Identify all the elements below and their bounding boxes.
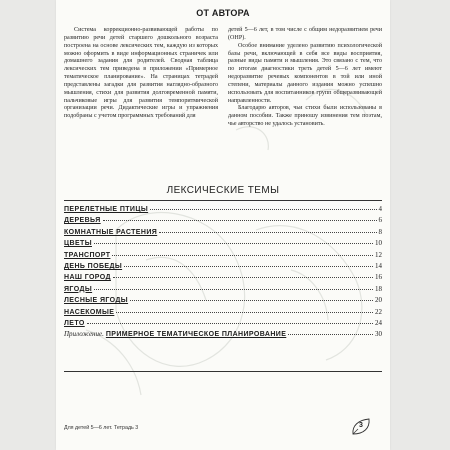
toc-leader-dots [130, 300, 373, 301]
running-footer: Для детей 5—6 лет. Тетрадь 3 [64, 425, 139, 431]
toc-leader-dots [288, 334, 373, 335]
toc-item-page: 20 [375, 296, 382, 305]
toc-item-label: ЦВЕТЫ [64, 240, 92, 248]
toc-item[interactable] [64, 273, 382, 284]
toc-item-page: 30 [375, 330, 382, 339]
toc-leader-dots [116, 312, 373, 313]
toc-item-label: ПЕРЕЛЕТНЫЕ ПТИЦЫ [64, 206, 149, 213]
toc-item-page: 14 [375, 261, 382, 270]
page-number-text: 3 [359, 422, 363, 429]
toc-item[interactable] [64, 319, 382, 330]
toc-leader-dots [112, 255, 373, 256]
toc-item[interactable] [64, 205, 382, 216]
toc-item-label: ЯГОДЫ [64, 285, 93, 293]
toc-item-page: 10 [375, 239, 382, 248]
toc-item-page: 16 [375, 273, 382, 282]
preface-paragraph: Благодарю авторов, чьи стихи были использованы в данном пособии. Также приношу извинения тем поэтам, чье авторство не удалось установить. [228, 105, 382, 128]
toc-item-page: 22 [375, 307, 382, 316]
toc-item[interactable] [64, 296, 382, 307]
toc-item-label: ТРАНСПОРТ [64, 251, 111, 259]
preface-left-column [64, 27, 218, 129]
toc-item-prefix: Приложение. [64, 330, 104, 339]
preface-paragraph: детей 5—6 лет, в том числе с общим недоразвитием речи (ОНР). [228, 27, 382, 41]
toc-item-page: 8 [378, 227, 382, 236]
toc-item[interactable] [64, 239, 382, 250]
preface-paragraph: Система коррекционно-развивающей работы по развитию речи детей старшего дошкольного возраста построена на основе лексических тем, каждую из которых можно оформить в виде информационных страничек или домашнего задания для родителей. Сводная таблица лексических тем приведена в приложении «Примерное тематическое планирование». На страницах тетрадей представлены загадки для развития наглядно-образного мышления, стихи для развития долговременной памяти, пальчиковые игры для развития темпоритмической организации речи. Дидактические игры и упражнения подобраны с учетом программных требований для [64, 27, 218, 120]
toc-item[interactable] [64, 228, 382, 239]
toc-item-label: ЛЕТО [64, 319, 85, 327]
toc-item-label: ДЕНЬ ПОБЕДЫ [64, 262, 123, 270]
toc-bottom-rule [64, 371, 382, 372]
toc-item-label: ДЕРЕВЬЯ [64, 217, 101, 225]
toc-leader-dots [113, 277, 373, 278]
toc-item-label: НАШ ГОРОД [64, 274, 111, 282]
toc-leader-dots [87, 323, 373, 324]
toc-item-page: 12 [375, 250, 382, 259]
preface-paragraph: Особое внимание уделено развитию психологической базы речи, включающей в себя все виды восприятия, разные виды памяти и мышления. Это связано с тем, что по итогам диагностики треть детей 5—6 лет имеют недоразвитие речевых компонентов в той или иной степени, материалы данного издания можно успешно использовать для воспитанников групп общеразвивающей направленности. [228, 42, 382, 104]
toc-item-label: КОМНАТНЫЕ РАСТЕНИЯ [64, 228, 158, 236]
page-number [350, 417, 372, 437]
toc-leader-dots [103, 220, 377, 221]
toc-item-label: ЛЕСНЫЕ ЯГОДЫ [64, 297, 129, 305]
preface-right-column [228, 27, 382, 129]
preface-columns [64, 27, 382, 129]
toc-item[interactable] [64, 308, 382, 319]
table-of-contents [64, 205, 382, 342]
toc-title: ЛЕКСИЧЕСКИЕ ТЕМЫ [166, 185, 280, 196]
toc-leader-dots [159, 232, 376, 233]
toc-item[interactable] [64, 262, 382, 273]
toc-item[interactable] [64, 216, 382, 227]
toc-item-label: ПРИМЕРНОЕ ТЕМАТИЧЕСКОЕ ПЛАНИРОВАНИЕ [105, 331, 287, 339]
toc-item[interactable] [64, 285, 382, 296]
toc-leader-dots [124, 266, 373, 267]
toc-leader-dots [94, 243, 373, 244]
preface-title: ОТ АВТОРА [196, 8, 250, 18]
toc-item[interactable] [64, 251, 382, 262]
toc-leader-dots [94, 289, 373, 290]
book-page [56, 0, 390, 450]
toc-item-page: 18 [375, 284, 382, 293]
toc-item-label: НАСЕКОМЫЕ [64, 308, 115, 316]
toc-item-page: 4 [378, 205, 382, 213]
toc-item-appendix[interactable] [64, 330, 382, 341]
toc-item-page: 24 [375, 318, 382, 327]
toc-item-page: 6 [378, 216, 382, 225]
toc-leader-dots [150, 209, 376, 210]
toc-top-rule [64, 200, 382, 201]
